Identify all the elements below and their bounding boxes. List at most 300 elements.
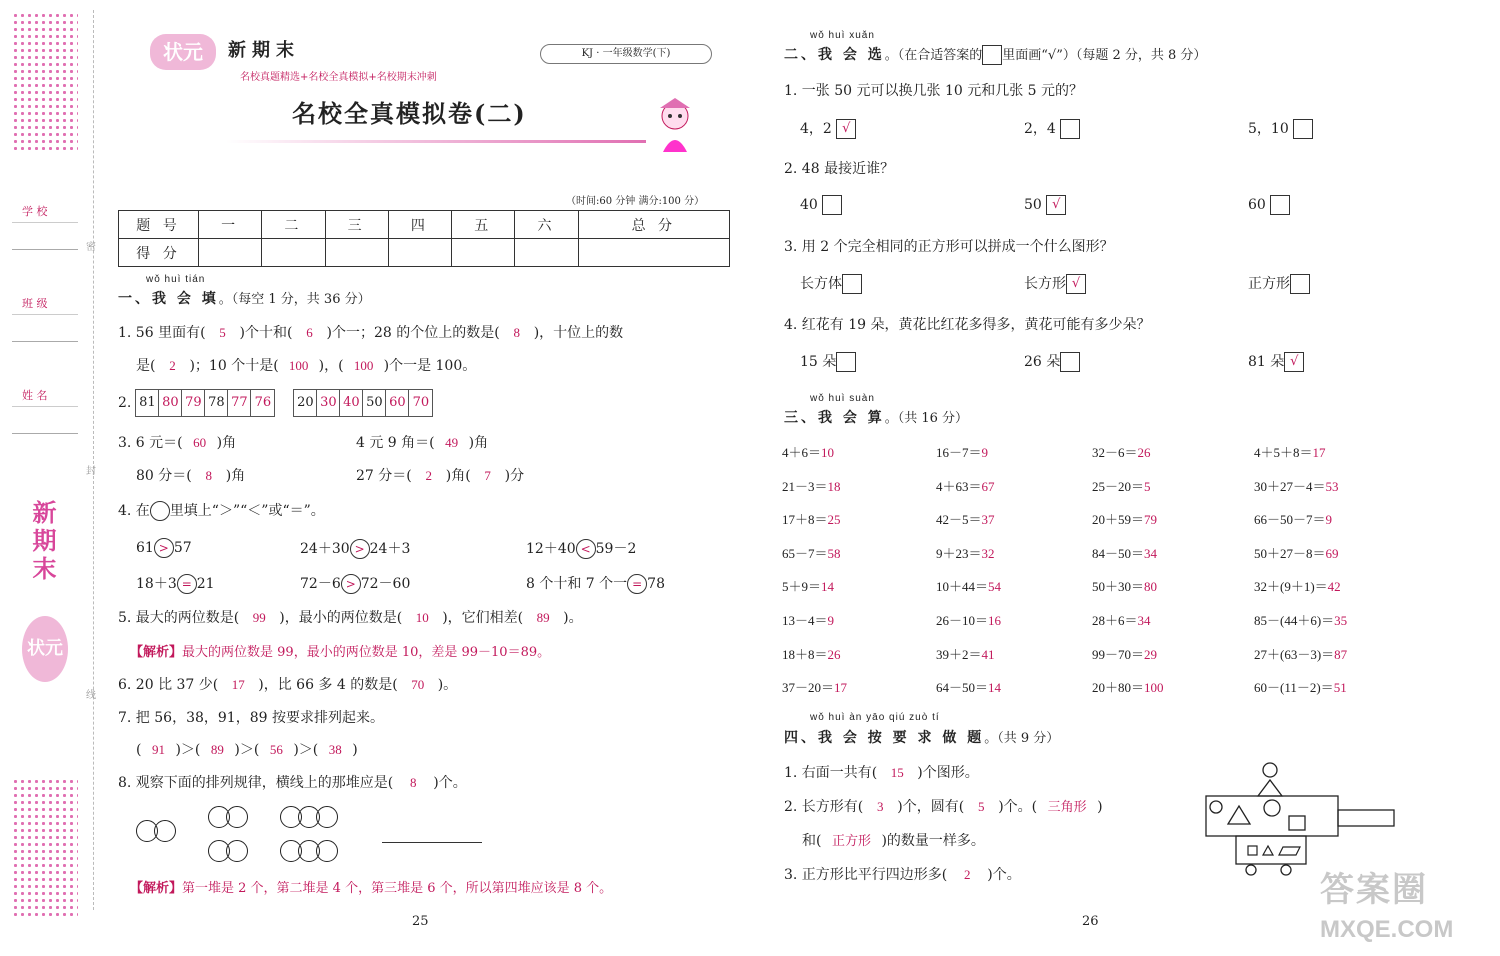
seq-answer[interactable]: 70 bbox=[412, 395, 430, 410]
seq-answer[interactable]: 79 bbox=[182, 390, 205, 416]
score-header-cell: 四 bbox=[388, 211, 451, 239]
calc-answer[interactable]: 34 bbox=[1137, 613, 1151, 628]
calc-expression: 9＋23＝ bbox=[936, 545, 982, 561]
calc-expression: 30＋27－4＝ bbox=[1254, 478, 1326, 494]
logo-text: 状元 bbox=[163, 40, 203, 64]
score-cell[interactable] bbox=[199, 239, 262, 267]
calc-answer[interactable]: 37 bbox=[981, 512, 995, 528]
logo-badge bbox=[150, 34, 216, 70]
s1-q2 bbox=[118, 389, 433, 417]
q-text: )个图形。 bbox=[917, 765, 979, 781]
q-text: 1. 右面一共有( bbox=[784, 765, 878, 781]
compare-right: 24＋3 bbox=[369, 541, 411, 557]
answer[interactable]: 99 bbox=[252, 610, 266, 625]
calc-expression: 4＋63＝ bbox=[936, 478, 982, 494]
bind-char-2: 封 bbox=[86, 466, 96, 477]
q-text: )个，圆有( bbox=[897, 799, 965, 815]
s3-note: 。（共 16 分） bbox=[884, 411, 969, 426]
s4-title-text: 四、我 会 按 要 求 做 题 bbox=[784, 730, 985, 746]
calc-answer[interactable]: 53 bbox=[1325, 478, 1339, 494]
q-text: 6. 20 比 37 少( bbox=[118, 677, 219, 693]
s1-q3a bbox=[118, 432, 236, 452]
s1-note: 。（每空 1 分，共 36 分） bbox=[218, 292, 371, 307]
score-cell[interactable] bbox=[262, 239, 325, 267]
q-text: 里填上“＞”“＜”或“＝”。 bbox=[169, 503, 325, 519]
calc-expression: 50＋30＝ bbox=[1092, 579, 1145, 595]
q-text: )个。 bbox=[433, 775, 467, 791]
calc-item bbox=[782, 610, 834, 629]
compare-right: 72－60 bbox=[360, 576, 411, 592]
calc-answer[interactable]: 87 bbox=[1334, 646, 1348, 662]
option bbox=[800, 195, 842, 215]
calc-answer[interactable]: 26 bbox=[827, 646, 841, 662]
score-header-cell: 题 号 bbox=[119, 211, 199, 239]
q-text: )个。( bbox=[998, 799, 1038, 815]
paper-title: 名校全真模拟卷(二) bbox=[292, 99, 527, 128]
s3-title-text: 三、我 会 算 bbox=[784, 410, 885, 426]
calc-item bbox=[1254, 509, 1332, 528]
compare-item bbox=[526, 573, 665, 594]
answer[interactable]: 100 bbox=[288, 358, 309, 373]
calc-expression: 20＋59＝ bbox=[1092, 512, 1145, 528]
calc-expression: 99－70＝ bbox=[1092, 646, 1145, 662]
q-text: )；10 个十是( bbox=[189, 358, 279, 374]
seq-answer[interactable]: 80 bbox=[159, 390, 182, 416]
q-text: 2. bbox=[118, 395, 132, 411]
calc-item bbox=[1254, 543, 1339, 562]
answer[interactable]: 7 bbox=[484, 468, 491, 483]
calc-answer[interactable]: 58 bbox=[827, 545, 841, 561]
compare-left: 18＋3 bbox=[136, 576, 177, 592]
calc-item bbox=[1254, 677, 1347, 696]
page-number-left: 25 bbox=[412, 914, 429, 929]
calc-expression: 18＋8＝ bbox=[782, 646, 828, 662]
calc-answer[interactable]: 79 bbox=[1144, 512, 1158, 528]
calc-item bbox=[936, 576, 1001, 595]
checkbox-icon bbox=[982, 45, 1002, 65]
s1-q3b bbox=[356, 432, 488, 452]
compare-answer[interactable]: = bbox=[627, 574, 647, 594]
option-checkbox[interactable] bbox=[1293, 119, 1313, 139]
calc-expression: 4＋5＋8＝ bbox=[1254, 445, 1313, 460]
q-text: 3. 6 元＝( bbox=[118, 435, 183, 451]
calc-item bbox=[1092, 509, 1157, 528]
compare-answer[interactable]: > bbox=[350, 539, 370, 559]
compare-right: 21 bbox=[196, 576, 215, 592]
calc-answer[interactable]: 5 bbox=[1144, 478, 1151, 494]
compare-answer[interactable]: < bbox=[576, 539, 596, 559]
option bbox=[1248, 118, 1313, 139]
q-text: 和( bbox=[802, 833, 822, 849]
s2-note-2: 里面画“√”）（每题 2 分，共 8 分） bbox=[1002, 48, 1207, 63]
score-cell[interactable] bbox=[388, 239, 451, 267]
compare-left: 12＋40 bbox=[526, 541, 576, 557]
calc-answer[interactable]: 14 bbox=[821, 579, 835, 595]
answer[interactable]: 10 bbox=[415, 610, 429, 625]
s1-q5 bbox=[118, 607, 583, 627]
score-header-cell: 五 bbox=[452, 211, 515, 239]
score-header-cell: 二 bbox=[262, 211, 325, 239]
calc-expression: 84－50＝ bbox=[1092, 545, 1145, 561]
calc-answer[interactable]: 10 bbox=[821, 445, 835, 460]
option-label: 40 bbox=[800, 197, 818, 213]
s3-title bbox=[784, 407, 968, 427]
calc-item bbox=[936, 476, 995, 495]
mascot-icon bbox=[648, 96, 702, 156]
answer[interactable]: 49 bbox=[445, 435, 459, 450]
calc-expression: 50＋27－8＝ bbox=[1254, 545, 1326, 561]
q-text: )，它们相差( bbox=[442, 610, 524, 626]
option-checkbox[interactable] bbox=[836, 352, 856, 372]
option-label: 50 bbox=[1024, 197, 1042, 213]
calc-answer[interactable]: 26 bbox=[1137, 445, 1151, 460]
ring-group-3 bbox=[280, 806, 334, 866]
q-text: 80 分＝( bbox=[136, 468, 192, 484]
calc-item bbox=[1254, 644, 1347, 663]
compare-item bbox=[136, 573, 215, 594]
option-checkbox[interactable] bbox=[842, 274, 862, 294]
q-text: )个。 bbox=[987, 867, 1021, 883]
calc-expression: 32－6＝ bbox=[1092, 445, 1138, 460]
compare-answer[interactable]: > bbox=[154, 538, 174, 558]
calc-expression: 28＋6＝ bbox=[1092, 613, 1138, 628]
compare-item bbox=[136, 538, 192, 558]
option-checkbox[interactable] bbox=[822, 195, 842, 215]
school-label: 学 校 bbox=[12, 200, 78, 223]
calc-answer[interactable]: 80 bbox=[1144, 579, 1158, 595]
seq-answer[interactable]: 76 bbox=[254, 395, 272, 410]
seq-answer[interactable]: 77 bbox=[228, 390, 251, 416]
q-text: ) bbox=[1097, 799, 1103, 815]
s2-pinyin: wǒ huì xuǎn bbox=[810, 30, 875, 41]
calc-item bbox=[782, 543, 841, 562]
s4-pinyin: wǒ huì àn yāo qiú zuò tí bbox=[810, 712, 940, 723]
answer[interactable]: 5 bbox=[977, 799, 985, 814]
option bbox=[1024, 273, 1086, 294]
q-text: )角 bbox=[468, 435, 489, 451]
seq-answer[interactable]: 30 bbox=[317, 390, 340, 416]
option bbox=[1024, 118, 1080, 139]
sequence-a bbox=[135, 389, 275, 417]
option bbox=[1248, 195, 1290, 215]
q-text: )分 bbox=[504, 468, 525, 484]
class-field[interactable] bbox=[12, 292, 78, 342]
answer[interactable]: 70 bbox=[411, 677, 425, 692]
answer[interactable]: 8 bbox=[513, 325, 520, 340]
calc-expression: 20＋80＝ bbox=[1092, 680, 1145, 696]
answer[interactable]: 17 bbox=[231, 677, 245, 692]
s1-q4 bbox=[118, 500, 325, 521]
calc-item bbox=[1092, 610, 1151, 629]
calc-item bbox=[1254, 476, 1339, 495]
bind-char-1: 密 bbox=[86, 242, 96, 253]
calc-expression: 42－5＝ bbox=[936, 512, 982, 528]
score-cell[interactable] bbox=[515, 239, 578, 267]
calc-expression: 13－4＝ bbox=[782, 613, 828, 628]
calc-answer[interactable]: 17 bbox=[834, 680, 848, 696]
compare-left: 72－6 bbox=[300, 576, 341, 592]
option bbox=[1248, 351, 1304, 372]
score-header-cell: 三 bbox=[325, 211, 388, 239]
answer[interactable]: 60 bbox=[193, 435, 207, 450]
calc-item bbox=[1254, 610, 1347, 629]
calc-item bbox=[1092, 576, 1157, 595]
score-cell[interactable] bbox=[325, 239, 388, 267]
s1-q3d bbox=[356, 465, 524, 485]
calc-answer[interactable]: 25 bbox=[827, 512, 841, 528]
calc-item bbox=[782, 509, 841, 528]
page-number-right: 26 bbox=[1082, 914, 1099, 929]
calc-item bbox=[936, 442, 988, 461]
q-text: 8. 观察下面的排列规律，横线上的那堆应是( bbox=[118, 775, 394, 791]
compare-right: 57 bbox=[173, 540, 192, 556]
option bbox=[1024, 195, 1066, 215]
score-table bbox=[118, 210, 730, 267]
s2-q2: 2. 48 最接近谁？ bbox=[784, 161, 895, 177]
option-checkbox[interactable] bbox=[1060, 119, 1080, 139]
q-text: )，比 66 多 4 的数是( bbox=[258, 677, 398, 693]
option bbox=[800, 273, 862, 294]
calc-item bbox=[782, 576, 834, 595]
calc-item bbox=[1254, 442, 1326, 461]
option-label: 4，2 bbox=[800, 121, 832, 137]
answer[interactable]: 2 bbox=[964, 867, 971, 882]
analysis-1 bbox=[130, 641, 550, 660]
q-text: )角 bbox=[216, 435, 237, 451]
answer[interactable]: 2 bbox=[169, 358, 176, 373]
option-label: 81 朵 bbox=[1248, 354, 1285, 370]
score-header-cell: 一 bbox=[199, 211, 262, 239]
s4-title bbox=[784, 727, 1059, 747]
option-label: 15 朵 bbox=[800, 354, 837, 370]
calc-item bbox=[1092, 677, 1164, 696]
option-checkbox[interactable]: √ bbox=[1284, 352, 1304, 372]
answer[interactable]: 100 bbox=[353, 358, 374, 373]
calc-answer[interactable]: 16 bbox=[988, 613, 1002, 628]
option-checkbox[interactable]: √ bbox=[836, 119, 856, 139]
s1-q3c bbox=[136, 465, 245, 485]
answer[interactable]: 三角形 bbox=[1047, 799, 1087, 814]
book-tag: KJ · 一年级数学(下) bbox=[540, 44, 712, 64]
score-table-row bbox=[119, 239, 730, 267]
s1-q7: 7. 把 56，38，91，89 按要求排列起来。 bbox=[118, 710, 384, 726]
answer[interactable]: 91 bbox=[151, 742, 165, 757]
calc-answer[interactable]: 35 bbox=[1334, 613, 1348, 628]
option-label: 长方体 bbox=[800, 276, 842, 292]
q-text: )。 bbox=[563, 610, 583, 626]
calc-answer[interactable]: 9 bbox=[827, 613, 835, 628]
calc-answer[interactable]: 9 bbox=[1325, 512, 1333, 528]
score-cell[interactable] bbox=[452, 239, 515, 267]
seq-cell: 78 bbox=[205, 390, 228, 416]
calc-answer[interactable]: 32 bbox=[981, 545, 995, 561]
answer[interactable]: 8 bbox=[410, 775, 417, 790]
s2-q4: 4. 红花有 19 朵，黄花比红花多得多，黄花可能有多少朵？ bbox=[784, 317, 1151, 333]
s1-q1b bbox=[136, 355, 476, 375]
q-text: )个一是 100。 bbox=[383, 358, 477, 374]
calc-grid bbox=[782, 442, 1402, 702]
compare-answer[interactable]: > bbox=[341, 574, 361, 594]
compare-answer[interactable]: = bbox=[177, 574, 197, 594]
calc-answer[interactable]: 34 bbox=[1144, 545, 1158, 561]
analysis-text: 最大的两位数是 99，最小的两位数是 10，差是 99－10＝89。 bbox=[182, 645, 551, 660]
ring-group-1 bbox=[136, 820, 172, 846]
q-text: 3. 正方形比平行四边形多( bbox=[784, 867, 948, 883]
sequence-b bbox=[293, 389, 433, 417]
answer[interactable]: 6 bbox=[306, 325, 313, 340]
option-label: 60 bbox=[1248, 197, 1266, 213]
calc-expression: 26－10＝ bbox=[936, 613, 989, 628]
option-label: 26 朵 bbox=[1024, 354, 1061, 370]
calc-item bbox=[1092, 543, 1157, 562]
calc-expression: 17＋8＝ bbox=[782, 512, 828, 528]
calc-answer[interactable]: 41 bbox=[981, 646, 995, 662]
answer[interactable]: 2 bbox=[425, 468, 432, 483]
s4-q3 bbox=[784, 864, 1021, 884]
option-label: 正方形 bbox=[1248, 276, 1290, 292]
score-header-cell: 总 分 bbox=[578, 211, 729, 239]
calc-answer[interactable]: 69 bbox=[1325, 545, 1339, 561]
calc-expression: 25－20＝ bbox=[1092, 478, 1145, 494]
seq-cell: 50 bbox=[363, 390, 386, 416]
calc-answer[interactable]: 51 bbox=[1333, 680, 1347, 696]
q-text: )。 bbox=[437, 677, 458, 693]
calc-item bbox=[782, 476, 841, 495]
calc-item bbox=[1092, 476, 1151, 495]
s1-q1a bbox=[118, 322, 623, 342]
compare-item bbox=[526, 538, 636, 559]
s1-title bbox=[118, 288, 371, 308]
answer[interactable]: 15 bbox=[890, 765, 904, 780]
answer[interactable]: 8 bbox=[205, 468, 212, 483]
s3-pinyin: wǒ huì suàn bbox=[810, 393, 875, 404]
calc-item bbox=[1092, 442, 1151, 461]
calc-answer[interactable]: 17 bbox=[1312, 445, 1326, 460]
q-text: )个十和( bbox=[239, 325, 293, 341]
s4-q2 bbox=[784, 796, 1103, 816]
option-checkbox[interactable] bbox=[1060, 352, 1080, 372]
s2-title-text: 二、我 会 选 bbox=[784, 47, 885, 63]
calc-expression: 37－20＝ bbox=[782, 680, 835, 696]
analysis-tag: 【解析】 bbox=[130, 645, 183, 660]
answer[interactable]: 89 bbox=[536, 610, 550, 625]
q-text: 2. 长方形有( bbox=[784, 799, 864, 815]
answer[interactable]: 5 bbox=[219, 325, 226, 340]
s4-q1 bbox=[784, 762, 979, 782]
option-checkbox[interactable] bbox=[1290, 274, 1310, 294]
watermark-bottom: MXQE.COM bbox=[1320, 916, 1454, 943]
answer[interactable]: 89 bbox=[210, 742, 224, 757]
calc-expression: 21－3＝ bbox=[782, 478, 828, 494]
calc-expression: 60－(11－2)＝ bbox=[1254, 680, 1334, 696]
calc-answer[interactable]: 18 bbox=[827, 478, 841, 494]
calc-item bbox=[782, 442, 834, 461]
calc-expression: 16－7＝ bbox=[936, 445, 982, 460]
score-header-cell: 六 bbox=[515, 211, 578, 239]
time-note: （时间:60 分钟 满分:100 分） bbox=[566, 196, 705, 207]
q-text: 27 分＝( bbox=[356, 468, 412, 484]
option-label: 2，4 bbox=[1024, 121, 1056, 137]
calc-item bbox=[782, 677, 847, 696]
dot-pattern-bottom bbox=[12, 778, 78, 918]
s2-note: 。（在合适答案的 bbox=[884, 48, 983, 63]
s2-title bbox=[784, 44, 1206, 65]
name-field[interactable] bbox=[12, 384, 78, 434]
q-text: )个一；28 的个位上的数是( bbox=[326, 325, 500, 341]
analysis-tag: 【解析】 bbox=[130, 881, 183, 896]
calc-item bbox=[1254, 576, 1341, 595]
calc-expression: 27＋(63－3)＝ bbox=[1254, 646, 1335, 662]
score-cell[interactable] bbox=[578, 239, 729, 267]
brand-name: 新期末 bbox=[228, 40, 300, 61]
calc-item bbox=[936, 644, 995, 663]
answer[interactable]: 3 bbox=[877, 799, 884, 814]
title-underline bbox=[226, 140, 646, 143]
q-text: 4. 在 bbox=[118, 503, 150, 519]
option-label: 长方形 bbox=[1024, 276, 1066, 292]
analysis-text: 第一堆是 2 个，第二堆是 4 个，第三堆是 6 个，所以第四堆应该是 8 个。 bbox=[182, 881, 613, 896]
seq-cell: 81 bbox=[136, 390, 159, 416]
school-field[interactable] bbox=[12, 200, 78, 250]
binding-line bbox=[93, 10, 94, 910]
calc-answer[interactable]: 29 bbox=[1144, 646, 1158, 662]
calc-expression: 85－(44＋6)＝ bbox=[1254, 613, 1335, 628]
compare-right: 59－2 bbox=[595, 541, 637, 557]
s1-title-text: 一、我 会 填 bbox=[118, 291, 219, 307]
seq-answer[interactable]: 60 bbox=[386, 390, 409, 416]
calc-answer[interactable]: 9 bbox=[981, 445, 989, 460]
calc-answer[interactable]: 100 bbox=[1144, 680, 1164, 696]
circle-icon bbox=[150, 501, 170, 521]
option bbox=[800, 351, 856, 372]
answer[interactable]: 56 bbox=[269, 742, 283, 757]
calc-answer[interactable]: 42 bbox=[1327, 579, 1341, 595]
answer[interactable]: 38 bbox=[328, 742, 342, 757]
class-label: 班 级 bbox=[12, 292, 78, 315]
calc-item bbox=[936, 509, 995, 528]
q-text: 4 元 9 角＝( bbox=[356, 435, 435, 451]
answer-blank-line[interactable] bbox=[382, 842, 482, 843]
compare-left: 61 bbox=[136, 540, 154, 556]
calc-expression: 32＋(9＋1)＝ bbox=[1254, 579, 1328, 595]
seq-answer[interactable]: 40 bbox=[340, 390, 363, 416]
side-logo bbox=[22, 616, 68, 682]
calc-expression: 66－50－7＝ bbox=[1254, 512, 1326, 528]
s1-pinyin: wǒ huì tián bbox=[146, 274, 206, 285]
calc-expression: 10＋44＝ bbox=[936, 579, 989, 595]
score-label-cell: 得 分 bbox=[119, 239, 199, 267]
calc-answer[interactable]: 54 bbox=[988, 579, 1002, 595]
side-logo-text: 状元 bbox=[27, 638, 63, 659]
calc-expression: 64－50＝ bbox=[936, 680, 989, 696]
s2-q1: 1. 一张 50 元可以换几张 10 元和几张 5 元的？ bbox=[784, 83, 1084, 99]
q-text: )的数量一样多。 bbox=[881, 833, 985, 849]
q-text: )，最小的两位数是( bbox=[279, 610, 403, 626]
option bbox=[1248, 273, 1310, 294]
calc-answer[interactable]: 67 bbox=[981, 478, 995, 494]
ring-group-2 bbox=[208, 806, 244, 866]
compare-item bbox=[300, 573, 410, 594]
q-text: )角 bbox=[225, 468, 246, 484]
calc-answer[interactable]: 14 bbox=[988, 680, 1002, 696]
dot-pattern-top bbox=[12, 12, 78, 154]
answer[interactable]: 正方形 bbox=[831, 833, 871, 848]
compare-right: 78 bbox=[647, 576, 665, 592]
option-checkbox[interactable]: √ bbox=[1066, 274, 1086, 294]
option-checkbox[interactable]: √ bbox=[1046, 195, 1066, 215]
name-label: 姓 名 bbox=[12, 384, 78, 407]
option-checkbox[interactable] bbox=[1270, 195, 1290, 215]
